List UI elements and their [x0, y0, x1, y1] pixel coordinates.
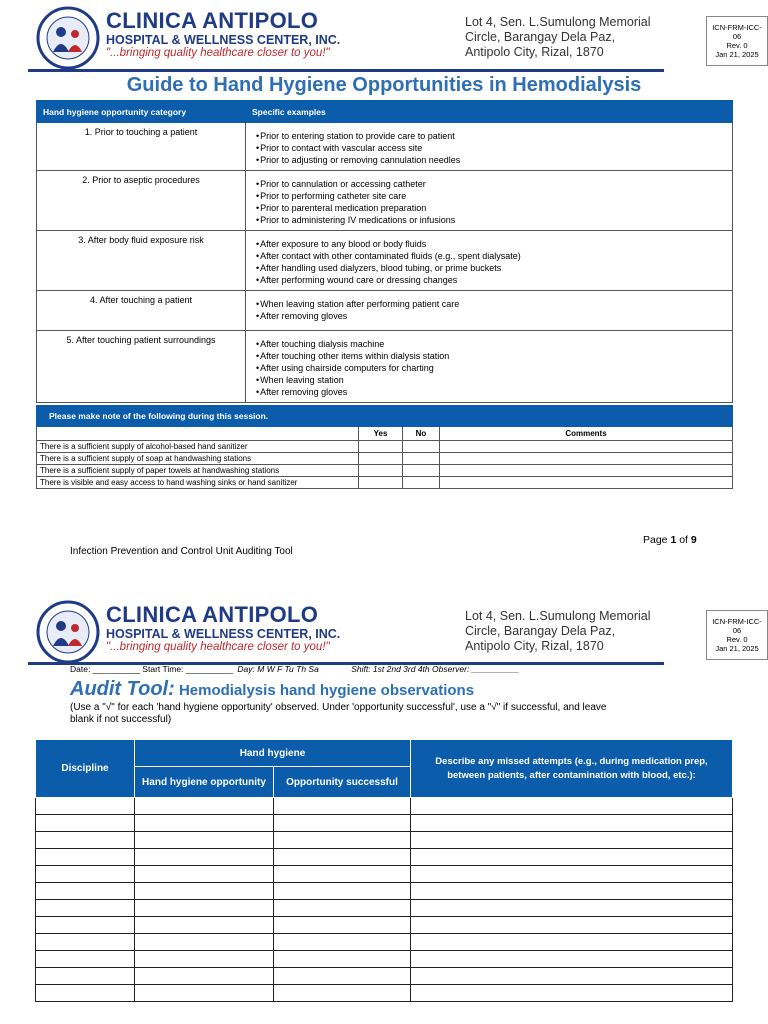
category-cell: 3. After body fluid exposure risk — [37, 231, 246, 291]
examples-cell: • After touching dialysis machine • After touching other items within dialysis station • After using chairside computers for charting • When leaving station • After removing gloves — [246, 331, 733, 403]
no-cell[interactable] — [403, 465, 440, 477]
page2-header — [28, 596, 762, 664]
discipline-cell[interactable] — [36, 917, 135, 934]
comments-cell[interactable] — [440, 465, 733, 477]
comments-cell[interactable] — [440, 477, 733, 489]
document-code-box: ICN-FRM-ICC- 06 Rev. 0 Jan 21, 2025 — [706, 16, 768, 66]
discipline-cell[interactable] — [36, 849, 135, 866]
discipline-cell[interactable] — [36, 883, 135, 900]
checklist-row — [37, 441, 733, 453]
category-cell: 2. Prior to aseptic procedures — [37, 171, 246, 231]
org-subtitle: HOSPITAL & WELLNESS CENTER, INC. — [106, 33, 341, 47]
checklist-row — [37, 453, 733, 465]
missed-attempts-cell[interactable] — [411, 798, 733, 815]
audit-row — [36, 968, 733, 985]
column-header-examples: Specific examples — [246, 101, 733, 123]
missed-attempts-cell[interactable] — [411, 968, 733, 985]
missed-attempts-cell[interactable] — [411, 849, 733, 866]
document-code-box: ICN-FRM-ICC- 06 Rev. 0 Jan 21, 2025 — [706, 610, 768, 660]
successful-cell[interactable] — [274, 900, 411, 917]
session-checklist-table — [36, 405, 733, 489]
header-rule — [28, 69, 664, 72]
opportunity-cell[interactable] — [135, 934, 274, 951]
hospital-logo-icon — [36, 6, 100, 70]
table-row — [37, 171, 733, 231]
comments-cell[interactable] — [440, 441, 733, 453]
page1-header — [28, 2, 762, 70]
hospital-logo-icon — [36, 600, 100, 664]
comments-cell[interactable] — [440, 453, 733, 465]
yes-cell[interactable] — [359, 441, 403, 453]
table-row — [37, 331, 733, 403]
checklist-row — [37, 477, 733, 489]
audit-row — [36, 815, 733, 832]
successful-cell[interactable] — [274, 985, 411, 1002]
page-footer: Infection Prevention and Control Unit Auditing Tool — [70, 546, 293, 557]
org-tagline: "...bringing quality healthcare closer to you!" — [106, 641, 330, 653]
category-cell: 4. After touching a patient — [37, 291, 246, 331]
audit-title: Audit Tool: Hemodialysis hand hygiene observations — [70, 678, 475, 700]
column-header-missed-attempts: Describe any missed attempts (e.g., during medication prep, between patients, after contamination with blood, etc.): — [411, 740, 733, 798]
successful-cell[interactable] — [274, 832, 411, 849]
session-checklist-header: Please make note of the following during this session. — [37, 406, 733, 427]
examples-cell: • When leaving station after performing patient care • After removing gloves — [246, 291, 733, 331]
discipline-cell[interactable] — [36, 968, 135, 985]
discipline-cell[interactable] — [36, 900, 135, 917]
checklist-item: There is a sufficient supply of soap at handwashing stations — [37, 453, 359, 465]
day-field[interactable]: Day: M W F Tu Th Sa — [237, 664, 319, 674]
category-cell: 5. After touching patient surroundings — [37, 331, 246, 403]
checklist-item: There is a sufficient supply of alcohol-based hand sanitizer — [37, 441, 359, 453]
audit-row — [36, 832, 733, 849]
column-header-discipline: Discipline — [36, 740, 135, 798]
examples-cell: • After exposure to any blood or body fluids • After contact with other contaminated fluids (e.g., spent dialysate) • After handling used dialyzers, blood tubing, or prime buckets • After performing wound care or dressing changes — [246, 231, 733, 291]
checklist-item: There is visible and easy access to hand washing sinks or hand sanitizer — [37, 477, 359, 489]
table-row — [37, 291, 733, 331]
checklist-row — [37, 465, 733, 477]
opportunity-cell[interactable] — [135, 917, 274, 934]
hand-hygiene-opportunities-table — [36, 100, 733, 403]
opportunity-cell[interactable] — [135, 968, 274, 985]
audit-row — [36, 985, 733, 1002]
audit-meta-line — [70, 664, 533, 674]
successful-cell[interactable] — [274, 951, 411, 968]
examples-cell: • Prior to entering station to provide care to patient • Prior to contact with vascular access site • Prior to adjusting or removing cannulation needles — [246, 123, 733, 171]
opportunity-cell[interactable] — [135, 866, 274, 883]
opportunity-cell[interactable] — [135, 798, 274, 815]
missed-attempts-cell[interactable] — [411, 832, 733, 849]
column-header-item — [37, 427, 359, 441]
audit-observation-table — [35, 739, 733, 1002]
discipline-cell[interactable] — [36, 934, 135, 951]
successful-cell[interactable] — [274, 798, 411, 815]
audit-row — [36, 951, 733, 968]
opportunity-cell[interactable] — [135, 900, 274, 917]
audit-row — [36, 849, 733, 866]
discipline-cell[interactable] — [36, 951, 135, 968]
successful-cell[interactable] — [274, 815, 411, 832]
date-time-field[interactable]: Date: __________ Start Time: __________ — [70, 664, 234, 674]
opportunity-cell[interactable] — [135, 883, 274, 900]
column-header-category: Hand hygiene opportunity category — [37, 101, 246, 123]
page-title: Guide to Hand Hygiene Opportunities in Hemodialysis — [126, 74, 642, 96]
table-row — [37, 123, 733, 171]
yes-cell[interactable] — [359, 465, 403, 477]
column-header-comments: Comments — [440, 427, 733, 441]
table-row — [37, 231, 733, 291]
missed-attempts-cell[interactable] — [411, 985, 733, 1002]
missed-attempts-cell[interactable] — [411, 951, 733, 968]
discipline-cell[interactable] — [36, 866, 135, 883]
page-number: Page 1 of 9 — [643, 534, 697, 546]
missed-attempts-cell[interactable] — [411, 917, 733, 934]
org-address: Lot 4, Sen. L.Sumulong Memorial Circle, Barangay Dela Paz, Antipolo City, Rizal, 1870 — [465, 15, 651, 59]
category-cell: 1. Prior to touching a patient — [37, 123, 246, 171]
discipline-cell[interactable] — [36, 985, 135, 1002]
opportunity-cell[interactable] — [135, 849, 274, 866]
successful-cell[interactable] — [274, 849, 411, 866]
audit-instructions: (Use a "√" for each 'hand hygiene opportunity' observed. Under 'opportunity successful', use a "√" if successful, and leave blank if not successful) — [70, 702, 607, 725]
discipline-cell[interactable] — [36, 832, 135, 849]
discipline-cell[interactable] — [36, 815, 135, 832]
column-header-hand-hygiene: Hand hygiene — [135, 740, 411, 767]
examples-cell: • Prior to cannulation or accessing catheter • Prior to performing catheter site care • Prior to parenteral medication preparation • Prior to administering IV medications or infusions — [246, 171, 733, 231]
column-header-yes: Yes — [359, 427, 403, 441]
opportunity-cell[interactable] — [135, 832, 274, 849]
yes-cell[interactable] — [359, 477, 403, 489]
column-header-successful: Opportunity successful — [274, 767, 411, 798]
no-cell[interactable] — [403, 477, 440, 489]
yes-cell[interactable] — [359, 453, 403, 465]
missed-attempts-cell[interactable] — [411, 883, 733, 900]
audit-row — [36, 917, 733, 934]
audit-row — [36, 934, 733, 951]
opportunity-cell[interactable] — [135, 815, 274, 832]
audit-row — [36, 866, 733, 883]
discipline-cell[interactable] — [36, 798, 135, 815]
audit-row — [36, 900, 733, 917]
org-name: CLINICA ANTIPOLO — [106, 602, 319, 627]
org-name: CLINICA ANTIPOLO — [106, 8, 319, 33]
successful-cell[interactable] — [274, 883, 411, 900]
no-cell[interactable] — [403, 453, 440, 465]
successful-cell[interactable] — [274, 934, 411, 951]
missed-attempts-cell[interactable] — [411, 900, 733, 917]
org-tagline: "...bringing quality healthcare closer to you!" — [106, 47, 330, 59]
missed-attempts-cell[interactable] — [411, 815, 733, 832]
no-cell[interactable] — [403, 441, 440, 453]
org-address: Lot 4, Sen. L.Sumulong Memorial Circle, Barangay Dela Paz, Antipolo City, Rizal, 1870 — [465, 609, 651, 653]
audit-row — [36, 883, 733, 900]
audit-row — [36, 798, 733, 815]
missed-attempts-cell[interactable] — [411, 866, 733, 883]
org-subtitle: HOSPITAL & WELLNESS CENTER, INC. — [106, 627, 341, 641]
missed-attempts-cell[interactable] — [411, 934, 733, 951]
opportunity-cell[interactable] — [135, 951, 274, 968]
checklist-item: There is a sufficient supply of paper towels at handwashing stations — [37, 465, 359, 477]
shift-observer-field[interactable]: Shift: 1st 2nd 3rd 4th Observer: __________ — [351, 664, 519, 674]
successful-cell[interactable] — [274, 968, 411, 985]
successful-cell[interactable] — [274, 866, 411, 883]
opportunity-cell[interactable] — [135, 985, 274, 1002]
column-header-opportunity: Hand hygiene opportunity — [135, 767, 274, 798]
column-header-no: No — [403, 427, 440, 441]
successful-cell[interactable] — [274, 917, 411, 934]
